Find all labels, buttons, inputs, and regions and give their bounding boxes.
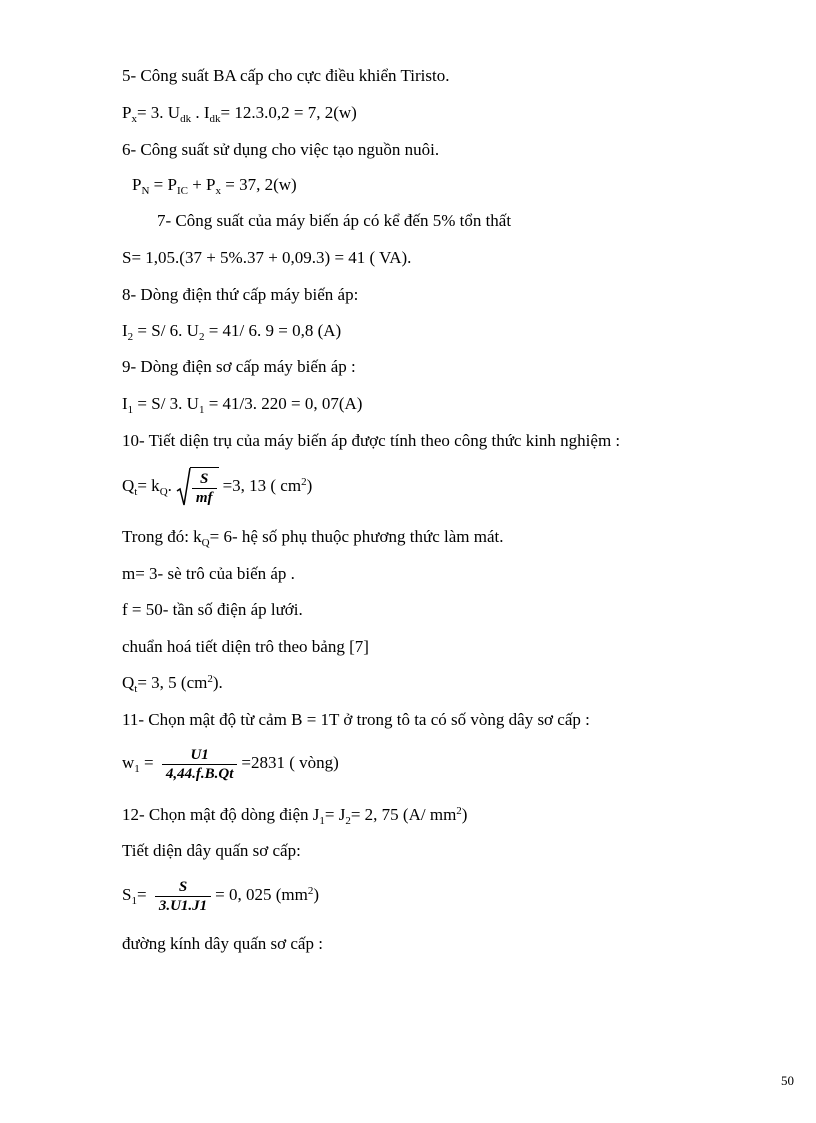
- formula-s1: $S_1=$ $\frac{S}{3.U1.J1}$ = 0, 025 $(mm^2)$: [122, 878, 320, 914]
- fraction-numerator: S: [200, 471, 209, 488]
- formula-s: S= 1,05.(37 + 5%.37 + 0,09.3) = 41 ( VA).: [122, 248, 412, 267]
- sqrt-sign: [176, 467, 219, 508]
- item-10-heading: 10- Tiết diện trụ của máy biến áp được tính theo công thức kinh nghiệm :: [122, 431, 621, 450]
- where-m: m= 3- sè trô của biến áp .: [122, 564, 295, 583]
- formula-w1: $w_1$ = $\frac{U1}{4,44.f.B.Qt}$ =2831 ( vòng): [122, 746, 339, 782]
- item-9-heading: 9- Dòng điện sơ cấp máy biến áp :: [122, 357, 356, 376]
- where-kq: Trong đó: $k_Q= 6-$ hệ số phụ thuộc phương thức làm mát.: [122, 527, 504, 549]
- formula-i1: $I_1 = S/$ 3. $U_1 = 41/3$. 220 = 0, 07(A): [122, 394, 363, 416]
- formula-pn: $P_N = P_{IC} + P_x = 37$, 2(w): [132, 175, 297, 197]
- formula-i2: $I_2 = S/$ 6. $U_2 = 41/$ 6. 9 = 0,8 (A): [122, 321, 342, 343]
- formula-px: $P_x= 3$. $U_{dk}$ . $I_{dk}= 12.3.0,2 = 7$, 2(w): [122, 103, 357, 125]
- primary-section-label: Tiết diện dây quấn sơ cấp:: [122, 841, 301, 860]
- fraction-denominator: mf: [192, 488, 217, 507]
- formula-qt: $Q_t= k_Q$. $\frac{S}{mf}$ =3, 13 ( $cm^2$): [122, 466, 312, 508]
- fraction-numerator: S: [178, 878, 188, 895]
- standardize-note: chuẩn hoá tiết diện trô theo bảng [7]: [122, 637, 369, 656]
- formula-qt-standard: $Q_t= 3$, 5 $(cm^2)$.: [122, 673, 223, 695]
- primary-diameter-label: đường kính dây quấn sơ cấp :: [122, 934, 323, 953]
- item-8-heading: 8- Dòng điện thứ cấp máy biến áp:: [122, 285, 359, 304]
- item-6-heading: 6- Công suất sử dụng cho việc tạo nguồn nuôi.: [122, 140, 440, 159]
- item-7-heading: 7- Công suất của máy biến áp có kể đến 5% tổn thất: [157, 211, 512, 230]
- item-11-heading: 11- Chọn mật độ từ cảm B = 1T ở trong tô ta có số vòng dây sơ cấp :: [122, 710, 590, 729]
- item-12-heading: 12- Chọn mật độ dòng điện $J_1= J_2= 2$, 75 (A/ $mm^2$): [122, 805, 468, 827]
- fraction-denominator: 3.U1.J1: [155, 896, 211, 915]
- page-number: 50: [781, 1073, 794, 1088]
- fraction-numerator: U1: [190, 746, 209, 763]
- fraction-denominator: 4,44.f.B.Qt: [162, 764, 238, 783]
- where-f: f = 50- tần số điện áp lưới.: [122, 600, 303, 619]
- item-5-heading: 5- Công suất BA cấp cho cực điều khiển Tiristo.: [122, 66, 450, 85]
